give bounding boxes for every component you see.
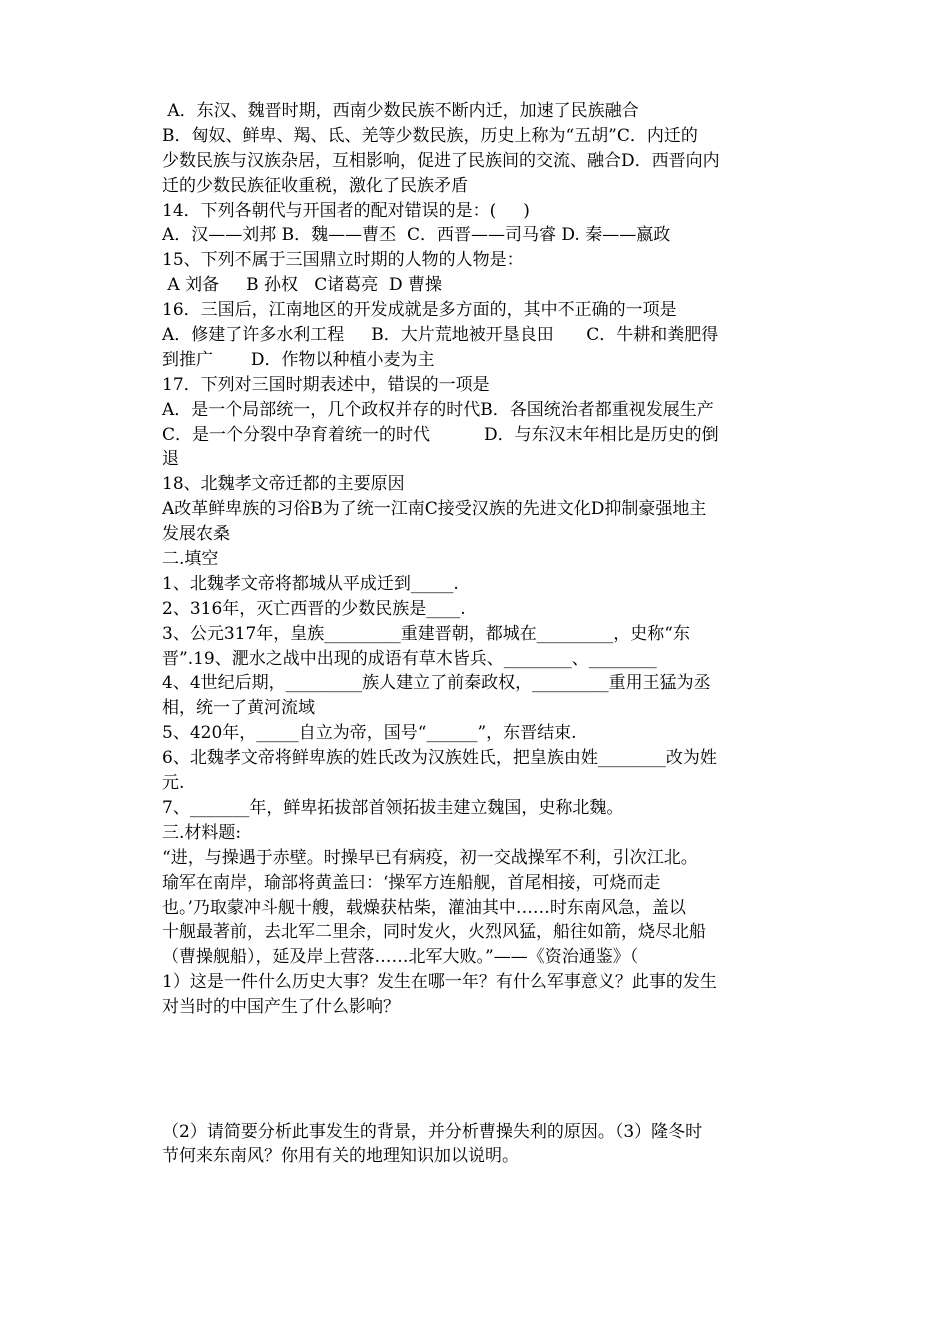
text-line: 1）这是一件什么历史大事？发生在哪一年？有什么军事意义？此事的发生 <box>162 972 717 993</box>
text-line: 17．下列对三国时期表述中，错误的一项是 <box>162 374 490 395</box>
text-line: 对当时的中国产生了什么影响？ <box>162 997 400 1018</box>
text-line: 也。’乃取蒙冲斗舰十艘，载燥获枯柴，灌油其中……时东南风急，盖以 <box>162 897 686 918</box>
text-line: A．汉——刘邦 B．魏——曹丕 C．西晋——司马睿 D. 秦——嬴政 <box>162 225 671 246</box>
text-line: “进，与操遇于赤壁。时操早已有病疫，初一交战操军不利，引次江北。 <box>162 847 698 868</box>
answer-space <box>162 1020 792 1045</box>
text-line: 退 <box>162 449 179 470</box>
text-line: A．是一个局部统一，几个政权并存的时代B．各国统治者都重视发展生产 <box>162 399 714 420</box>
text-line: 4、4世纪后期，_________族人建立了前秦政权，_________重用王猛为丞 <box>162 673 711 694</box>
text-line: 三.材料题: <box>162 822 242 843</box>
answer-space <box>162 1095 792 1120</box>
text-line: A 刘备 B 孙权 C诸葛亮 D 曹操 <box>162 275 443 296</box>
follow-up-questions <box>162 1120 792 1170</box>
questions-section <box>162 99 792 1020</box>
text-line: 15、下列不属于三国鼎立时期的人物的人物是： <box>162 250 524 271</box>
text-line: A．东汉、魏晋时期，西南少数民族不断内迁，加速了民族融合 <box>162 101 639 121</box>
text-line: 1、北魏孝文帝将都城从平成迁到_____. <box>162 573 459 594</box>
text-line: 5、420年，_____自立为帝，国号“______”，东晋结束. <box>162 723 577 744</box>
text-line: 18、北魏孝文帝迁都的主要原因 <box>162 474 405 495</box>
text-line: 节何来东南风？你用有关的地理知识加以说明。 <box>162 1146 519 1167</box>
text-line: 到推广 D．作物以种植小麦为主 <box>162 349 435 370</box>
text-line: 16．三国后，江南地区的开发成就是多方面的，其中不正确的一项是 <box>162 300 677 321</box>
text-line: 发展农桑 <box>162 524 230 545</box>
text-line: C．是一个分裂中孕育着统一的时代 D．与东汉末年相比是历史的倒 <box>162 424 719 445</box>
document-page <box>162 99 792 1169</box>
text-line: （曹操舰船），延及岸上营落……北军大败。”——《资治通鉴》（ <box>162 947 639 968</box>
text-line: A改革鲜卑族的习俗B为了统一江南C接受汉族的先进文化D抑制豪强地主 <box>162 499 707 520</box>
text-line: 3、公元317年，皇族_________重建晋朝，都城在_________，史称“东 <box>162 623 690 644</box>
answer-space <box>162 1070 792 1095</box>
text-line: A．修建了许多水利工程 B．大片荒地被开垦良田 C．牛耕和粪肥得 <box>162 325 719 346</box>
text-line: 2、316年，灭亡西晋的少数民族是____. <box>162 598 466 619</box>
text-line: （2）请简要分析此事发生的背景，并分析曹操失利的原因。（3）隆冬时 <box>162 1121 703 1142</box>
text-line: 少数民族与汉族杂居，互相影响，促进了民族间的交流、融合D．西晋向内 <box>162 150 720 171</box>
text-line: 十舰最著前，去北军二里余，同时发火，火烈风猛，船往如箭，烧尽北船 <box>162 922 706 943</box>
text-line: 瑜军在南岸，瑜部将黄盖曰：‘操军方连船舰，首尾相接，可烧而走 <box>162 872 661 893</box>
text-line: 元. <box>162 773 185 794</box>
text-line: 相，统一了黄河流域 <box>162 698 315 719</box>
answer-space <box>162 1045 792 1070</box>
text-line: 晋”.19、淝水之战中出现的成语有草木皆兵、________、________ <box>162 648 657 669</box>
text-line: 二.填空 <box>162 549 219 570</box>
text-line: B．匈奴、鲜卑、羯、氐、羌等少数民族，历史上称为“五胡”C．内迁的 <box>162 125 698 146</box>
text-line: 迁的少数民族征收重税，激化了民族矛盾 <box>162 175 468 196</box>
text-line: 14．下列各朝代与开国者的配对错误的是：( ) <box>162 200 530 221</box>
text-line: 6、北魏孝文帝将鲜卑族的姓氏改为汉族姓氏，把皇族由姓________改为姓 <box>162 748 717 769</box>
text-line: 7、_______年，鲜卑拓拔部首领拓拔圭建立魏国，史称北魏。 <box>162 797 624 818</box>
